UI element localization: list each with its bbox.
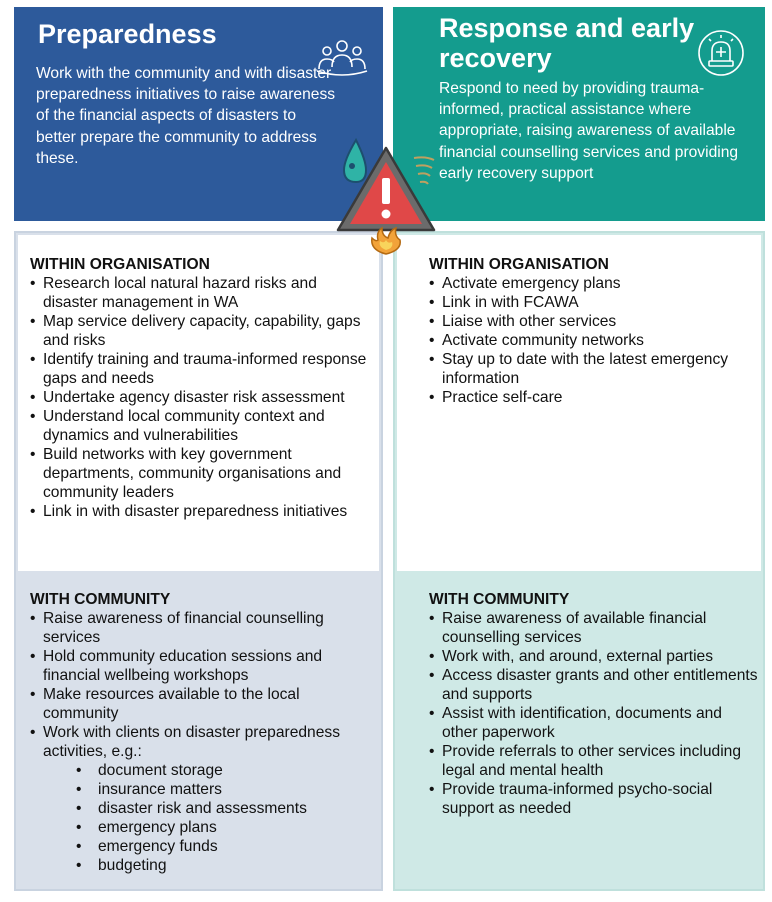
- list-item: • Activate emergency plans: [429, 274, 759, 293]
- response-title: Response and early recovery: [439, 13, 695, 74]
- emergency-siren-icon: [695, 27, 747, 84]
- list-item: • Stay up to date with the latest emergency information: [429, 350, 759, 388]
- response-description: Respond to need by providing trauma-informed, practical assistance where appropriate, raising awareness of available financial counselling services and providing early recovery support: [439, 80, 739, 182]
- list-item: • Link in with FCAWA: [429, 293, 759, 312]
- list-item: • Understand local community context and dynamics and vulnerabilities: [30, 407, 375, 445]
- preparedness-within-organisation: [30, 255, 375, 521]
- list-item: • Work with clients on disaster preparedness activities, e.g.:: [30, 723, 375, 761]
- preparedness-title: Preparedness: [38, 19, 217, 49]
- water-drop-icon: [344, 140, 366, 182]
- response-header: [393, 7, 765, 221]
- sub-list-item: • emergency plans: [30, 818, 375, 837]
- preparedness-panel: [14, 231, 383, 891]
- section-title: WITH COMMUNITY: [429, 591, 570, 608]
- response-within-organisation: [429, 255, 759, 407]
- list-item: • Access disaster grants and other entitlements and supports: [429, 666, 759, 704]
- list-item: • Practice self-care: [429, 388, 759, 407]
- list-item: • Build networks with key government departments, community organisations and community leaders: [30, 445, 375, 502]
- section-title: WITH COMMUNITY: [30, 591, 171, 608]
- list-item: • Provide referrals to other services including legal and mental health: [429, 742, 759, 780]
- list-item: • Undertake agency disaster risk assessment: [30, 388, 375, 407]
- list-item: • Research local natural hazard risks and disaster management in WA: [30, 274, 375, 312]
- preparedness-with-community: [30, 590, 375, 875]
- list-item: • Assist with identification, documents and other paperwork: [429, 704, 759, 742]
- list-item: • Identify training and trauma-informed response gaps and needs: [30, 350, 375, 388]
- list-item: • Provide trauma-informed psycho-social support as needed: [429, 780, 759, 818]
- preparedness-header: [14, 7, 383, 221]
- fire-icon: [372, 228, 400, 254]
- list-item: • Raise awareness of financial counselling services: [30, 609, 375, 647]
- sub-list-item: • emergency funds: [30, 837, 375, 856]
- list-item: • Work with, and around, external parties: [429, 647, 759, 666]
- hazard-warning-icon: [330, 130, 442, 261]
- preparedness-activities-list: [30, 761, 375, 875]
- preparedness-description: Work with the community and with disaster preparedness initiatives to raise awareness of the financial aspects of disasters to better prepare the community to address these.: [36, 65, 336, 167]
- sub-list-item: • disaster risk and assessments: [30, 799, 375, 818]
- tornado-icon: [414, 157, 434, 184]
- list-item: • Link in with disaster preparedness initiatives: [30, 502, 375, 521]
- response-panel: [393, 231, 765, 891]
- response-with-community: [429, 590, 759, 818]
- list-item: • Activate community networks: [429, 331, 759, 350]
- sub-list-item: • document storage: [30, 761, 375, 780]
- sub-list-item: • budgeting: [30, 856, 375, 875]
- list-item: • Raise awareness of available financial counselling services: [429, 609, 759, 647]
- list-item: • Make resources available to the local community: [30, 685, 375, 723]
- section-title: WITHIN ORGANISATION: [429, 256, 609, 273]
- list-item: • Hold community education sessions and financial wellbeing workshops: [30, 647, 375, 685]
- sub-list-item: • insurance matters: [30, 780, 375, 799]
- list-item: • Map service delivery capacity, capability, gaps and risks: [30, 312, 375, 350]
- section-title: WITHIN ORGANISATION: [30, 256, 210, 273]
- list-item: • Liaise with other services: [429, 312, 759, 331]
